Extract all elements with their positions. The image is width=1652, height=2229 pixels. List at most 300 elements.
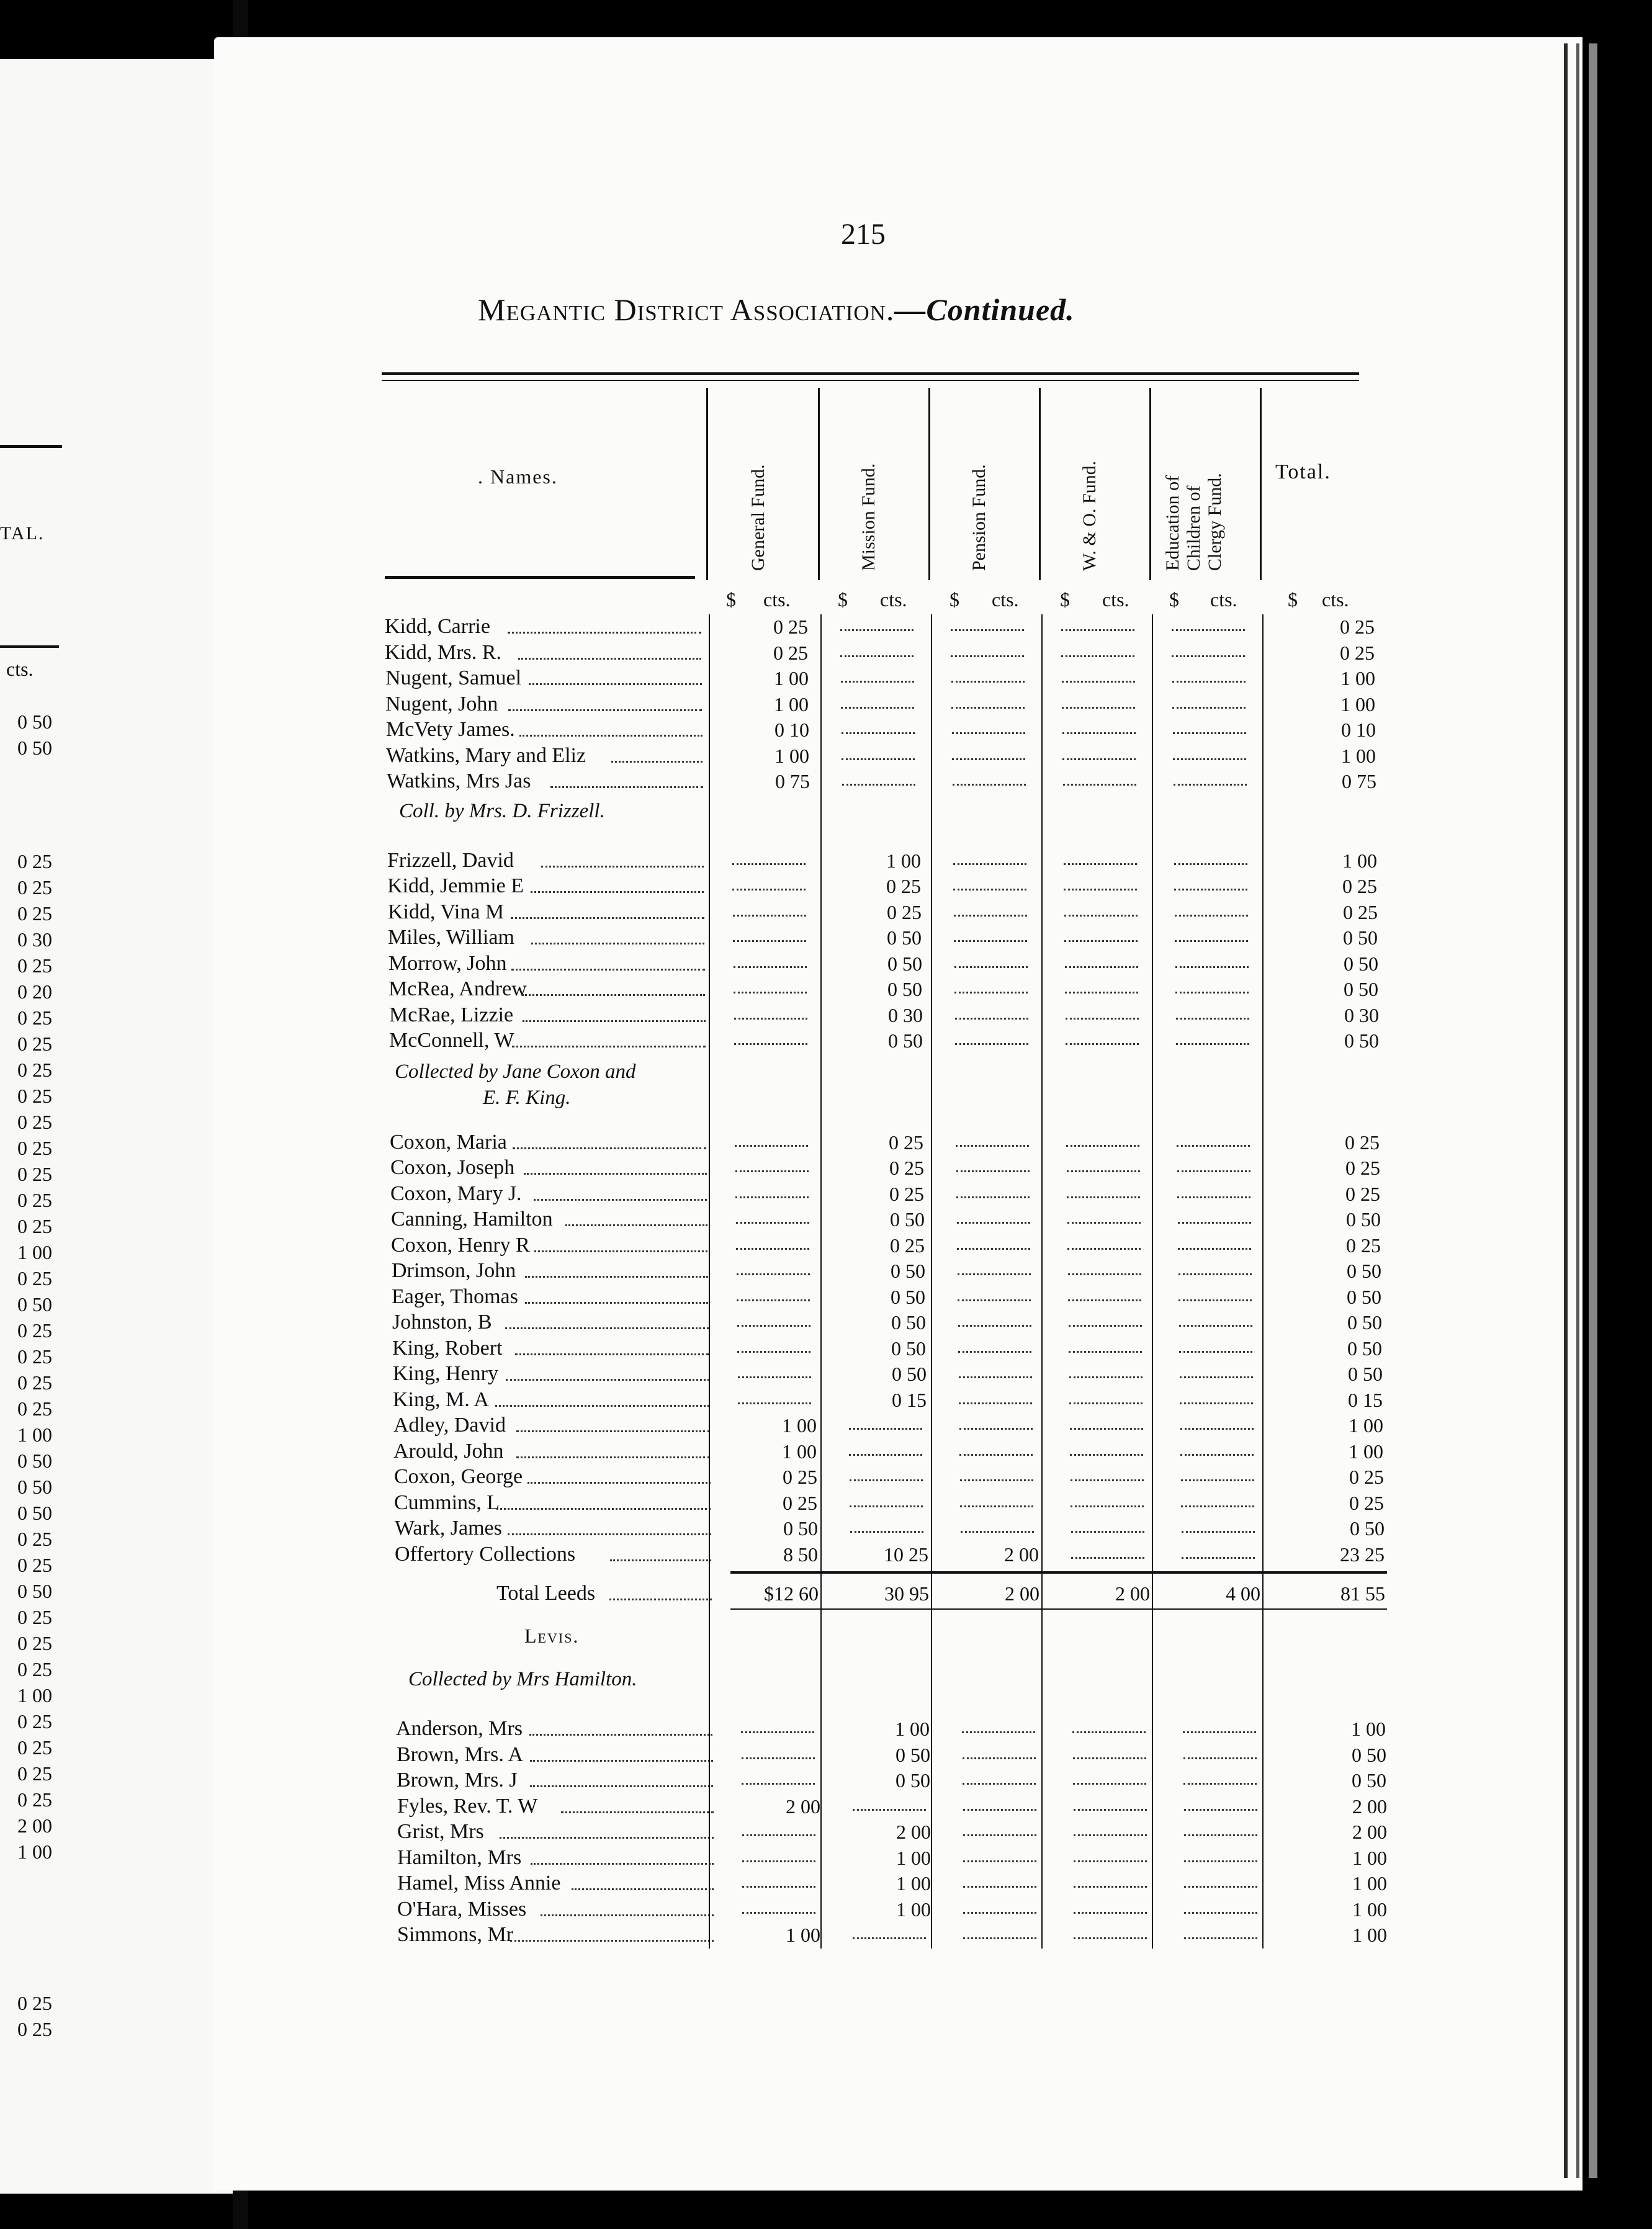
empty-cell-dots — [734, 1043, 807, 1045]
leader-dots — [508, 1533, 712, 1535]
leader-dots — [519, 735, 703, 737]
amount-g: 1 00 — [782, 1440, 817, 1463]
column-rule — [709, 614, 710, 1949]
facing-page-amount: 0 25 — [17, 850, 52, 872]
empty-cell-dots — [1184, 1809, 1257, 1811]
facing-page-amount: 0 25 — [17, 1033, 52, 1055]
empty-cell-dots — [958, 1325, 1031, 1327]
empty-cell-dots — [1066, 1018, 1139, 1020]
facing-page-amount: 0 25 — [17, 1137, 52, 1159]
leader-dots — [527, 1482, 711, 1484]
empty-cell-dots — [957, 1248, 1030, 1250]
row-total: 0 25 — [1345, 1131, 1380, 1154]
amount-m: 0 50 — [896, 1743, 930, 1766]
empty-cell-dots — [1074, 1860, 1147, 1862]
leader-dots — [541, 866, 704, 868]
leader-dots — [529, 683, 702, 685]
facing-page-amount: 0 25 — [17, 1215, 52, 1237]
empty-cell-dots — [952, 732, 1025, 734]
column-rule — [1039, 388, 1041, 580]
empty-cell-dots — [954, 940, 1027, 942]
empty-cell-dots — [963, 1757, 1036, 1759]
column-rule — [1260, 388, 1262, 580]
leader-dots — [610, 1559, 712, 1561]
total-rule — [730, 1571, 1387, 1574]
empty-cell-dots — [1067, 1170, 1140, 1172]
empty-cell-dots — [1175, 966, 1249, 968]
empty-cell-dots — [1178, 1273, 1252, 1275]
empty-cell-dots — [840, 655, 914, 657]
header-pension-fund: Pension Fund. — [969, 464, 989, 571]
amount-m: 1 00 — [895, 1718, 930, 1740]
leader-dots — [496, 1508, 711, 1510]
facing-page-amount: 0 50 — [17, 1580, 52, 1602]
empty-cell-dots — [1069, 1376, 1142, 1378]
column-rule — [1152, 614, 1153, 1949]
row-total: 0 50 — [1344, 952, 1378, 975]
collector-note: Collected by Jane Coxon and — [395, 1060, 636, 1083]
donor-name: Fyles, Rev. T. W — [397, 1794, 538, 1818]
empty-cell-dots — [1069, 1351, 1142, 1353]
donor-name: Nugent, Samuel — [385, 666, 522, 689]
empty-cell-dots — [1179, 1351, 1252, 1353]
empty-cell-dots — [1068, 1299, 1141, 1301]
donor-name: Brown, Mrs. J — [397, 1769, 518, 1792]
page-title — [478, 292, 1075, 328]
leader-dots — [572, 1888, 714, 1890]
empty-cell-dots — [741, 1731, 814, 1733]
empty-cell-dots — [1177, 1170, 1250, 1172]
amount-g: 0 75 — [775, 770, 810, 792]
empty-cell-dots — [737, 1299, 810, 1301]
leader-dots — [534, 1199, 707, 1201]
facing-page-amount: 0 30 — [17, 928, 52, 951]
donor-name: Watkins, Mrs Jas — [387, 769, 531, 792]
empty-cell-dots — [1183, 1757, 1257, 1759]
facing-page-amount: 0 25 — [17, 1528, 52, 1550]
facing-page-amount: 1 00 — [17, 1241, 52, 1263]
empty-cell-dots — [1071, 1505, 1144, 1507]
leader-dots — [565, 1224, 708, 1226]
row-total: 0 10 — [1341, 719, 1376, 741]
empty-cell-dots — [742, 1860, 815, 1862]
empty-cell-dots — [1172, 707, 1246, 709]
leader-dots — [508, 709, 702, 711]
amount-g: 1 00 — [782, 1414, 817, 1437]
unit-general-cts: cts. — [763, 588, 791, 611]
amount-m: 1 00 — [896, 1872, 931, 1895]
empty-cell-dots — [734, 1018, 807, 1020]
column-rule — [928, 388, 930, 580]
empty-cell-dots — [953, 863, 1026, 865]
empty-cell-dots — [1074, 1834, 1147, 1836]
amount-g: 1 00 — [786, 1924, 820, 1946]
amount-m: 1 00 — [896, 1898, 931, 1921]
leader-dots — [506, 1379, 710, 1381]
page-edge — [1589, 43, 1597, 2178]
column-rule — [931, 614, 932, 1949]
leader-dots — [510, 1940, 714, 1942]
amount-g: 0 10 — [774, 719, 809, 741]
facing-page-amount: 0 25 — [17, 1345, 52, 1368]
empty-cell-dots — [742, 1757, 815, 1759]
facing-page-amount: 0 50 — [17, 1450, 52, 1472]
empty-cell-dots — [1063, 784, 1136, 786]
amount-m: 0 50 — [891, 1311, 926, 1334]
empty-cell-dots — [738, 1402, 811, 1404]
facing-page-amount: 0 25 — [17, 1658, 52, 1680]
donor-name: Canning, Hamilton — [391, 1208, 553, 1231]
column-rule — [1041, 614, 1043, 1949]
donor-name: McVety James. — [386, 718, 515, 741]
donor-name: Coxon, Joseph — [390, 1156, 515, 1179]
total-label: Total Leeds — [496, 1582, 596, 1605]
unit-wo-cts: cts. — [1102, 588, 1129, 611]
donor-name: King, Henry — [393, 1362, 498, 1385]
row-total: 0 50 — [1347, 1337, 1382, 1360]
empty-cell-dots — [1070, 1428, 1143, 1430]
donor-name: Kidd, Carrie — [385, 615, 490, 638]
donor-name: Kidd, Mrs. R. — [385, 640, 501, 664]
empty-cell-dots — [952, 758, 1025, 760]
amount-g: 0 25 — [773, 616, 808, 638]
leader-dots — [531, 891, 704, 893]
row-total: 0 50 — [1347, 1311, 1382, 1334]
donor-name: Brown, Mrs. A — [397, 1742, 524, 1766]
empty-cell-dots — [841, 681, 914, 683]
empty-cell-dots — [1184, 1834, 1257, 1836]
leader-dots — [609, 1599, 712, 1600]
empty-cell-dots — [841, 707, 914, 709]
empty-cell-dots — [1071, 1479, 1144, 1481]
empty-cell-dots — [1065, 992, 1138, 993]
facing-page-amount: 2 00 — [17, 1814, 52, 1837]
empty-cell-dots — [1178, 1248, 1251, 1250]
facing-page-rule — [0, 445, 62, 448]
facing-page-amount: 0 50 — [17, 1293, 52, 1316]
facing-page-amount: 0 25 — [17, 1059, 52, 1081]
amount-m: 0 15 — [892, 1388, 927, 1411]
column-rule — [818, 388, 820, 580]
leader-dots — [525, 1276, 709, 1278]
empty-cell-dots — [1074, 1809, 1147, 1811]
empty-cell-dots — [958, 1351, 1031, 1353]
empty-cell-dots — [849, 1428, 922, 1430]
facing-page-amount: 0 25 — [17, 902, 52, 925]
amount-m: 1 00 — [896, 1846, 931, 1869]
leader-dots — [500, 1837, 714, 1839]
facing-page-amount: 0 25 — [17, 876, 52, 899]
row-total: 0 50 — [1343, 926, 1378, 949]
donor-name: Morrow, John — [388, 951, 507, 975]
unit-pension-dollar: $ — [949, 588, 959, 611]
facing-page-amount: 0 25 — [17, 1189, 52, 1211]
amount-m: 0 50 — [896, 1769, 930, 1792]
empty-cell-dots — [959, 1376, 1032, 1378]
empty-cell-dots — [1174, 863, 1247, 865]
row-total: 0 50 — [1350, 1517, 1385, 1540]
row-total: 1 00 — [1349, 1414, 1383, 1437]
empty-cell-dots — [1183, 1731, 1256, 1733]
amount-g: 1 00 — [774, 667, 809, 689]
leader-dots — [534, 1250, 707, 1252]
header-education-line1: Education of — [1162, 475, 1183, 571]
leader-dots — [523, 1020, 706, 1022]
empty-cell-dots — [1074, 1937, 1147, 1939]
empty-cell-dots — [951, 681, 1025, 683]
empty-cell-dots — [853, 1809, 926, 1811]
facing-page-amount: 0 25 — [17, 1397, 52, 1420]
facing-page-amount: 0 25 — [17, 1007, 52, 1029]
empty-cell-dots — [1182, 1531, 1255, 1533]
empty-cell-dots — [955, 1018, 1028, 1020]
row-total: 0 50 — [1347, 1285, 1381, 1308]
facing-page-amount: 0 50 — [17, 1476, 52, 1498]
empty-cell-dots — [734, 992, 807, 993]
row-total: 0 25 — [1340, 616, 1375, 638]
empty-cell-dots — [957, 1222, 1030, 1224]
empty-cell-dots — [1066, 1043, 1139, 1045]
header-education-line3: Clergy Fund. — [1205, 473, 1225, 571]
donor-name: O'Hara, Misses — [397, 1897, 527, 1921]
empty-cell-dots — [963, 1783, 1036, 1785]
leader-dots — [513, 1147, 706, 1149]
empty-cell-dots — [961, 1531, 1034, 1533]
empty-cell-dots — [1172, 681, 1246, 683]
empty-cell-dots — [742, 1912, 815, 1914]
empty-cell-dots — [735, 1170, 809, 1172]
leader-dots — [516, 1456, 710, 1458]
leader-dots — [561, 1811, 714, 1813]
facing-page-amount: 0 25 — [17, 1710, 52, 1733]
donor-name: Kidd, Jemmie E — [387, 874, 524, 897]
empty-cell-dots — [954, 915, 1027, 917]
empty-cell-dots — [951, 707, 1025, 709]
row-total: 23 25 — [1340, 1543, 1385, 1566]
amount-m: 0 50 — [887, 978, 922, 1000]
empty-cell-dots — [959, 1402, 1032, 1404]
empty-cell-dots — [958, 1273, 1031, 1275]
row-total: 81 55 — [1340, 1582, 1385, 1605]
amount-g: 1 00 — [774, 744, 809, 767]
empty-cell-dots — [850, 1531, 923, 1533]
empty-cell-dots — [842, 784, 915, 786]
amount-g: 0 50 — [783, 1517, 818, 1540]
unit-general-dollar: $ — [726, 588, 736, 611]
row-total: 0 50 — [1344, 1029, 1379, 1052]
facing-page-amount: 0 25 — [17, 1111, 52, 1133]
donor-name: Coxon, Mary J. — [390, 1182, 522, 1205]
amount-w: 2 00 — [1115, 1582, 1150, 1605]
total-rule-bottom — [730, 1608, 1387, 1610]
empty-cell-dots — [849, 1454, 922, 1456]
amount-m: 0 50 — [891, 1260, 925, 1282]
donor-name: Anderson, Mrs — [396, 1717, 523, 1740]
amount-m: 0 25 — [886, 875, 921, 897]
row-total: 2 00 — [1352, 1795, 1387, 1818]
facing-page-amount: 0 25 — [17, 1163, 52, 1185]
amount-m: 1 00 — [886, 849, 921, 872]
amount-m: 0 50 — [887, 926, 922, 949]
empty-cell-dots — [1173, 758, 1246, 760]
empty-cell-dots — [1074, 1886, 1147, 1888]
empty-cell-dots — [1174, 889, 1247, 890]
row-total: 0 30 — [1344, 1003, 1379, 1026]
empty-cell-dots — [963, 1834, 1036, 1836]
row-total: 0 25 — [1342, 875, 1377, 897]
row-total: 0 50 — [1352, 1769, 1386, 1792]
leader-dots — [541, 1914, 714, 1916]
facing-page-amount: 0 25 — [17, 1992, 52, 2014]
empty-cell-dots — [1178, 1299, 1252, 1301]
facing-page-header: TAL. — [0, 523, 45, 544]
leader-dots — [512, 1046, 706, 1047]
empty-cell-dots — [963, 1937, 1036, 1939]
row-total: 0 75 — [1342, 770, 1376, 792]
empty-cell-dots — [963, 1912, 1036, 1914]
unit-education-dollar: $ — [1169, 588, 1179, 611]
empty-cell-dots — [1066, 1145, 1139, 1147]
donor-name: Kidd, Vina M — [388, 900, 505, 923]
empty-cell-dots — [1177, 1145, 1250, 1147]
amount-g: $12 60 — [764, 1582, 819, 1605]
leader-dots — [524, 1173, 707, 1175]
empty-cell-dots — [1073, 1783, 1146, 1785]
leader-dots — [529, 1734, 713, 1736]
empty-cell-dots — [1062, 732, 1136, 734]
empty-cell-dots — [1180, 1428, 1254, 1430]
unit-mission-cts: cts. — [880, 588, 907, 611]
empty-cell-dots — [842, 732, 915, 734]
empty-cell-dots — [956, 1196, 1030, 1198]
empty-cell-dots — [1180, 1376, 1253, 1378]
leader-dots — [495, 1405, 709, 1407]
empty-cell-dots — [1179, 1325, 1252, 1327]
empty-cell-dots — [1172, 629, 1245, 631]
empty-cell-dots — [959, 1454, 1033, 1456]
empty-cell-dots — [1061, 629, 1134, 631]
donor-name: Arould, John — [393, 1439, 504, 1463]
facing-page-amount: 0 25 — [17, 1554, 52, 1576]
empty-cell-dots — [1178, 1222, 1251, 1224]
row-total: 1 00 — [1351, 1718, 1386, 1740]
collector-note-line2: E. F. King. — [483, 1086, 571, 1109]
empty-cell-dots — [732, 889, 806, 890]
amount-m: 0 25 — [890, 1234, 925, 1257]
empty-cell-dots — [735, 1145, 808, 1147]
empty-cell-dots — [1172, 655, 1245, 657]
page-title-main: Megantic District Association. — [478, 292, 895, 327]
row-total: 1 00 — [1352, 1924, 1387, 1946]
donor-name: Simmons, Mr — [397, 1923, 514, 1946]
empty-cell-dots — [1184, 1860, 1257, 1862]
facing-page-amount: 0 50 — [17, 1502, 52, 1524]
empty-cell-dots — [734, 966, 807, 968]
empty-cell-dots — [1184, 1937, 1257, 1939]
facing-page-amount: 0 25 — [17, 1736, 52, 1759]
empty-cell-dots — [956, 1170, 1030, 1172]
amount-g: 8 50 — [783, 1543, 818, 1566]
facing-page-amount: 0 25 — [17, 1606, 52, 1628]
donor-name: Eager, Thomas — [392, 1285, 518, 1308]
empty-cell-dots — [1073, 1757, 1146, 1759]
empty-cell-dots — [738, 1376, 811, 1378]
empty-cell-dots — [959, 1428, 1033, 1430]
amount-m: 0 50 — [888, 1029, 923, 1052]
donor-name: McRea, Andrew — [388, 977, 527, 1000]
empty-cell-dots — [737, 1351, 810, 1353]
empty-cell-dots — [742, 1834, 815, 1836]
row-total: 0 50 — [1346, 1208, 1381, 1231]
empty-cell-dots — [963, 1809, 1036, 1811]
collector-note: Coll. by Mrs. D. Frizzell. — [399, 799, 605, 822]
page-title-continued: —Continued. — [894, 292, 1075, 327]
donor-name: Drimson, John — [392, 1259, 516, 1282]
row-total: 0 25 — [1349, 1491, 1384, 1514]
amount-m: 0 25 — [887, 900, 922, 923]
row-total: 0 50 — [1347, 1260, 1381, 1282]
facing-page-amount: 1 00 — [17, 1684, 52, 1707]
empty-cell-dots — [960, 1505, 1033, 1507]
unit-total-dollar: $ — [1288, 588, 1298, 611]
header-total: Total. — [1275, 460, 1331, 483]
header-general-fund: General Fund. — [748, 464, 768, 571]
amount-g: 2 00 — [786, 1795, 820, 1818]
empty-cell-dots — [1062, 758, 1136, 760]
empty-cell-dots — [1174, 784, 1247, 786]
section-heading: Levis. — [524, 1625, 580, 1647]
amount-m: 0 50 — [891, 1285, 925, 1308]
empty-cell-dots — [1180, 1454, 1254, 1456]
empty-cell-dots — [850, 1505, 923, 1507]
amount-p: 2 00 — [1005, 1582, 1039, 1605]
leader-dots — [525, 1302, 709, 1304]
empty-cell-dots — [1064, 940, 1138, 942]
empty-cell-dots — [1177, 1196, 1250, 1198]
empty-cell-dots — [736, 1222, 809, 1224]
leader-dots — [531, 943, 704, 944]
facing-page-amount: 0 25 — [17, 1085, 52, 1107]
amount-p: 2 00 — [1004, 1543, 1039, 1566]
leader-dots — [550, 786, 703, 788]
empty-cell-dots — [1176, 1018, 1249, 1020]
empty-cell-dots — [735, 1196, 809, 1198]
empty-cell-dots — [1176, 1043, 1249, 1045]
row-total: 1 00 — [1352, 1898, 1387, 1921]
row-total: 0 50 — [1344, 978, 1378, 1000]
row-total: 0 25 — [1340, 641, 1375, 664]
amount-g: 0 25 — [783, 1491, 817, 1514]
amount-m: 0 25 — [889, 1131, 923, 1154]
empty-cell-dots — [953, 784, 1026, 786]
empty-cell-dots — [1061, 655, 1134, 657]
empty-cell-dots — [1067, 1222, 1141, 1224]
empty-cell-dots — [1072, 1731, 1146, 1733]
donor-name: King, M. A — [393, 1388, 489, 1411]
empty-cell-dots — [742, 1783, 815, 1785]
empty-cell-dots — [1067, 1196, 1140, 1198]
amount-m: 0 25 — [889, 1157, 924, 1179]
empty-cell-dots — [1180, 1402, 1253, 1404]
empty-cell-dots — [956, 1145, 1029, 1147]
header-education-line2: Children of — [1183, 485, 1204, 571]
empty-cell-dots — [955, 1043, 1028, 1045]
empty-cell-dots — [962, 1731, 1035, 1733]
facing-page-amount: 0 25 — [17, 954, 52, 977]
donor-name: Hamilton, Mrs — [397, 1846, 522, 1869]
donor-name: Watkins, Mary and Eliz — [386, 743, 586, 767]
donor-name: McConnell, W — [389, 1029, 514, 1052]
